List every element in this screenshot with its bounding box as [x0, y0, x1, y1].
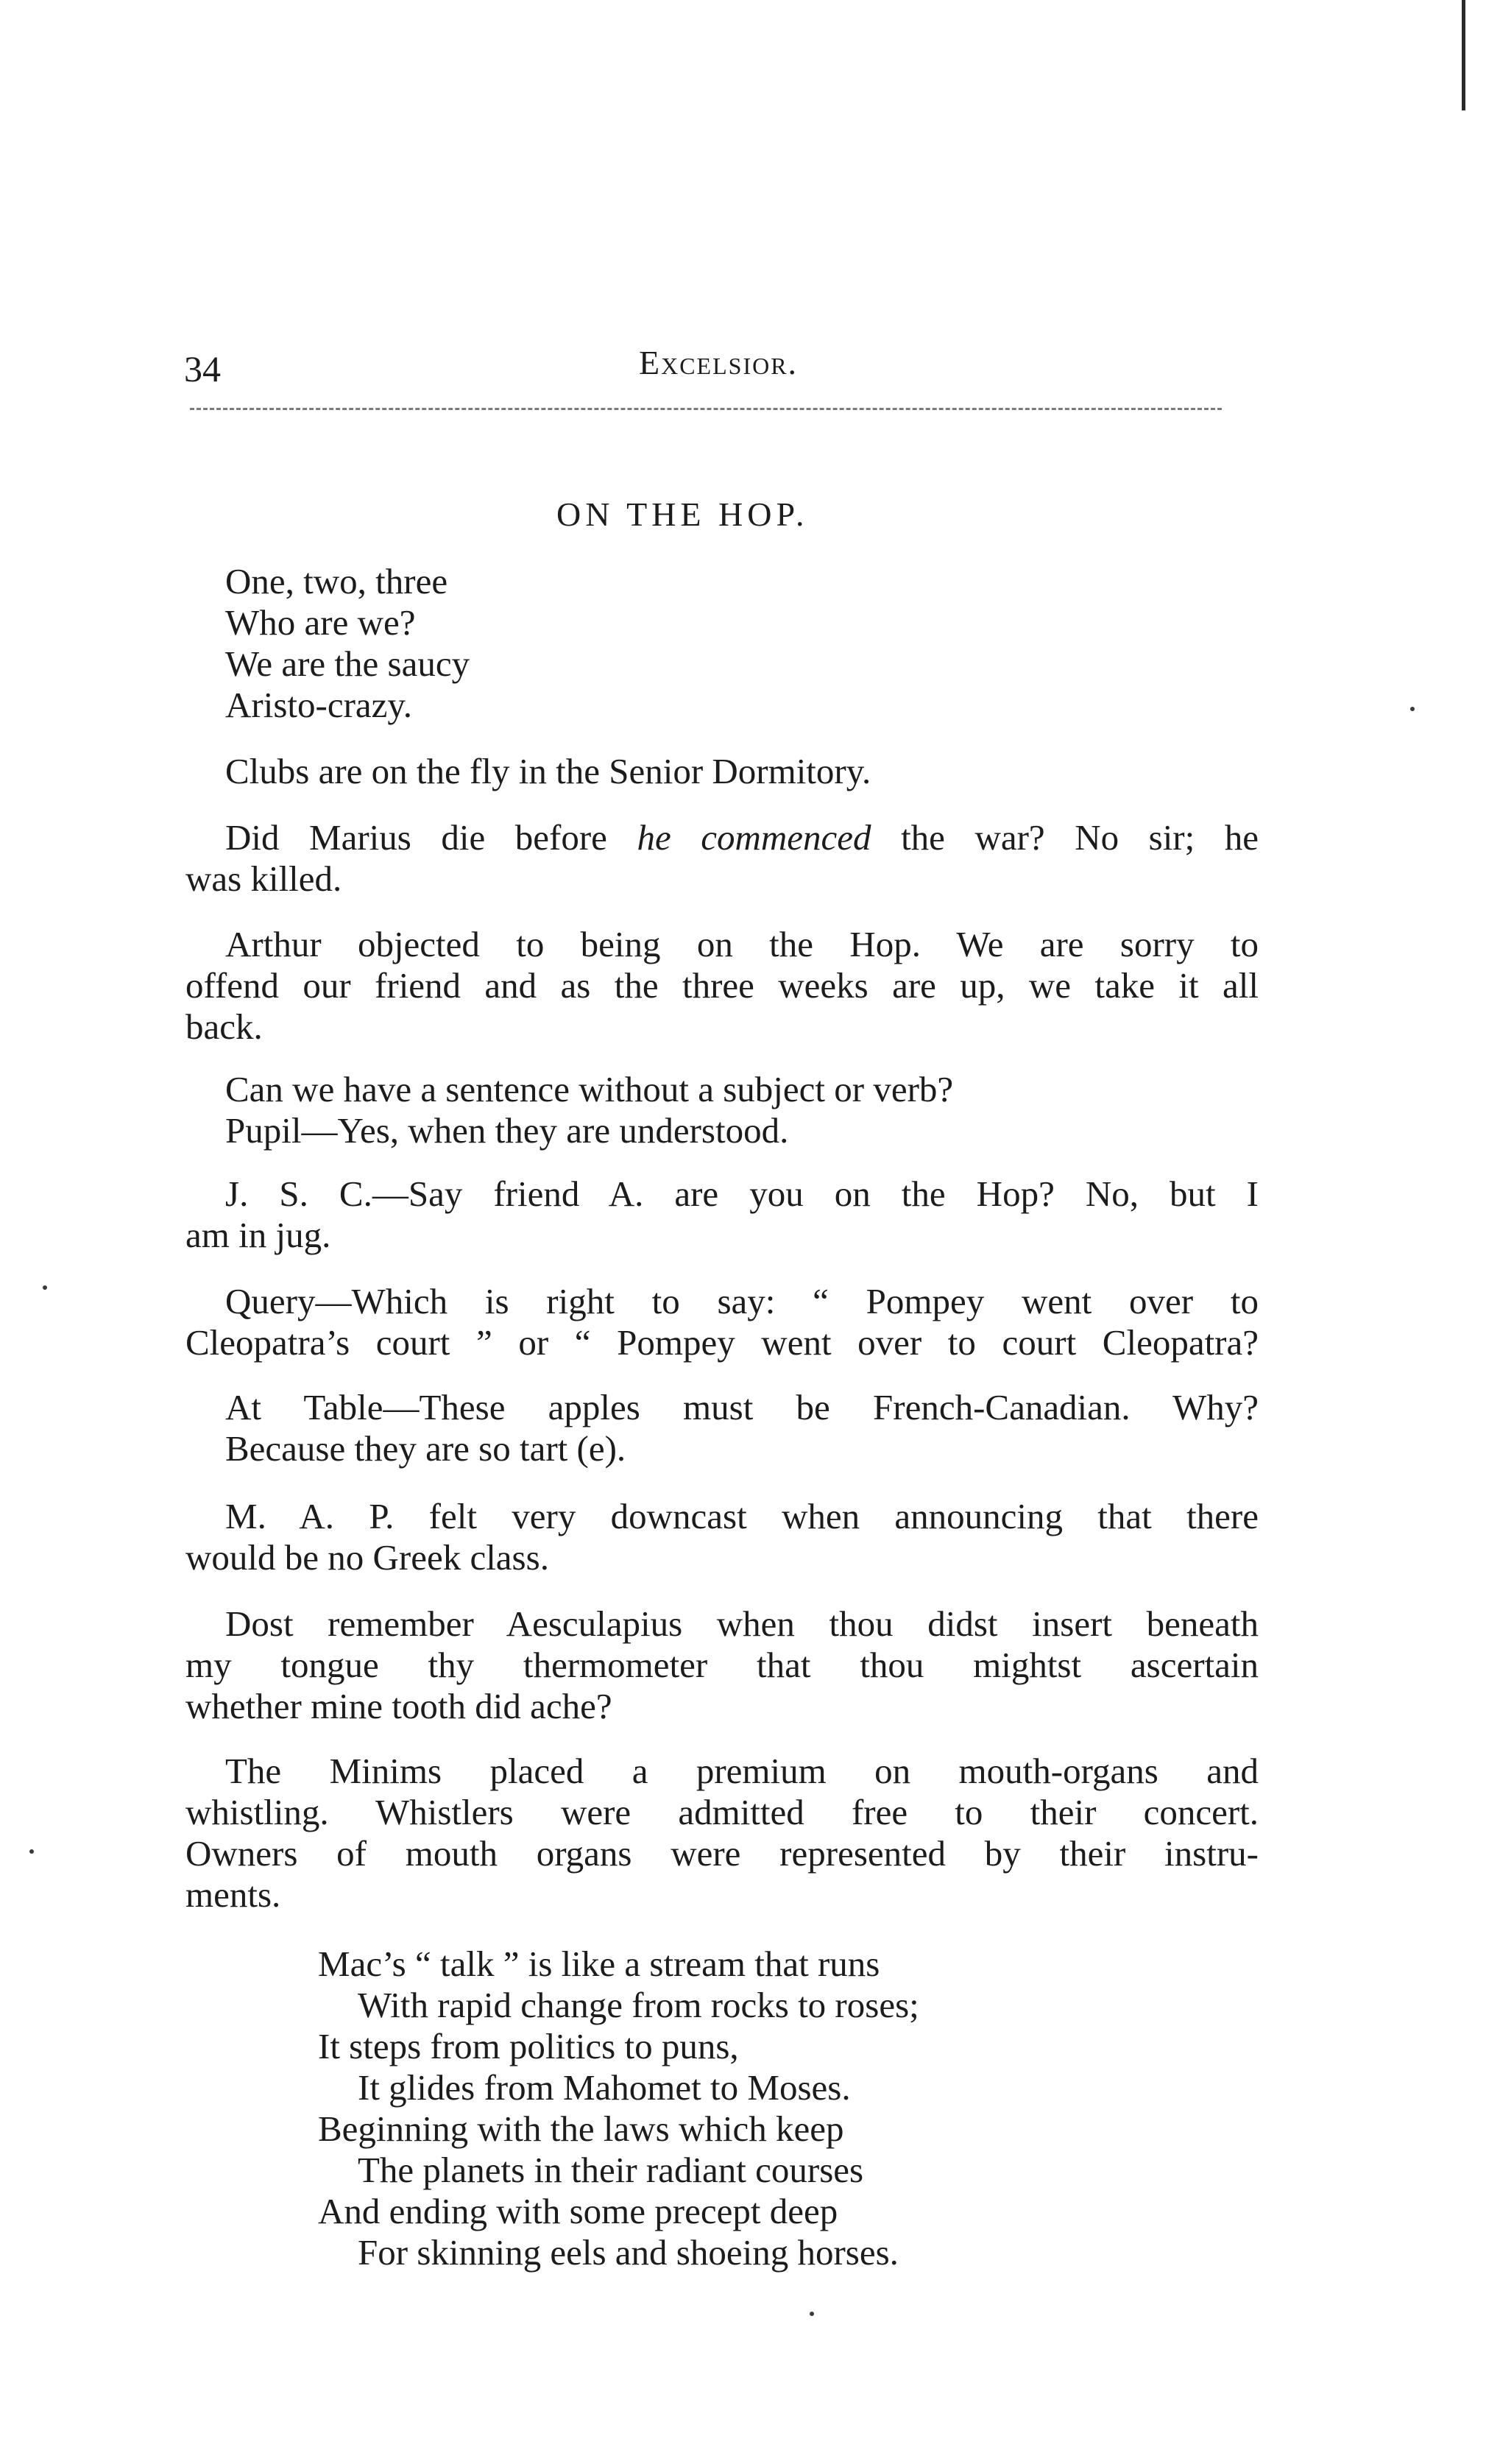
poem-line: Mac’s “ talk ” is like a stream that runs: [318, 1944, 880, 1984]
poem-line: It glides from Mahomet to Moses.: [358, 2067, 851, 2108]
item-table-line: Because they are so tart (e).: [225, 1428, 626, 1469]
poem-line: The planets in their radiant courses: [358, 2150, 864, 2190]
item-dost-line: my tongue thy thermometer that thou mightst ascertain: [185, 1645, 1259, 1685]
item-arthur-line: back.: [185, 1006, 263, 1047]
running-head: Excelsior.: [639, 344, 799, 381]
item-map-line: would be no Greek class.: [185, 1537, 549, 1578]
item-query-line: Query—Which is right to say: “ Pompey went over to: [225, 1281, 1259, 1321]
item-map-line: M. A. P. felt very downcast when announcing that there: [225, 1496, 1259, 1536]
poem-line: Beginning with the laws which keep: [318, 2108, 844, 2149]
item-minims-line: whistling. Whistlers were admitted free to their concert.: [185, 1792, 1259, 1832]
item-minims-line: Owners of mouth organs were represented by their instru-: [185, 1833, 1259, 1874]
poem-line: For skinning eels and shoeing horses.: [358, 2232, 899, 2273]
text-run: Did Marius die before: [225, 817, 637, 858]
item-marius-line2: was killed.: [185, 858, 342, 899]
poem-line: And ending with some precept deep: [318, 2191, 838, 2231]
item-jsc-line: am in jug.: [185, 1215, 331, 1255]
item-arthur-line: offend our friend and as the three weeks are up, we take it all: [185, 965, 1259, 1006]
item-arthur-line: Arthur objected to being on the Hop. We are sorry to: [225, 924, 1259, 964]
rhyme-line: We are the saucy: [225, 643, 470, 684]
italic-text-run: he commenced: [637, 817, 871, 858]
item-jsc-line: J. S. C.—Say friend A. are you on the Hop? No, but I: [225, 1173, 1259, 1214]
poem-line: With rapid change from rocks to roses;: [358, 1985, 919, 2025]
item-sentence-line: Can we have a sentence without a subject or verb?: [225, 1069, 954, 1109]
rhyme-line: Aristo-crazy.: [225, 685, 412, 725]
item-dost-line: Dost remember Aesculapius when thou didst insert beneath: [225, 1603, 1259, 1644]
header-rule: [190, 408, 1222, 410]
item-sentence-line: Pupil—Yes, when they are understood.: [225, 1110, 789, 1151]
margin-speck: [43, 1285, 47, 1290]
item-dost-line: whether mine tooth did ache?: [185, 1686, 612, 1726]
page-number: 34: [184, 348, 221, 389]
margin-speck: [1410, 707, 1415, 711]
item-table-line: At Table—These apples must be French-Canadian. Why?: [225, 1387, 1259, 1427]
rhyme-line: Who are we?: [225, 602, 416, 643]
rhyme-line: One, two, three: [225, 561, 448, 601]
page-edge-mark: [1462, 0, 1465, 110]
item-marius-line1: [225, 817, 1259, 858]
margin-speck: [29, 1849, 34, 1854]
item-query-line: Cleopatra’s court ” or “ Pompey went over to court Cleopatra?: [185, 1322, 1259, 1363]
poem-line: It steps from politics to puns,: [318, 2026, 739, 2066]
item-minims-line: ments.: [185, 1874, 281, 1915]
section-title: ON THE HOP.: [556, 495, 809, 533]
item-clubs: Clubs are on the fly in the Senior Dormitory.: [225, 751, 871, 791]
item-minims-line: The Minims placed a premium on mouth-organs and: [225, 1751, 1259, 1791]
text-run: the war? No sir; he: [871, 817, 1259, 858]
page-speck: [810, 2312, 814, 2316]
